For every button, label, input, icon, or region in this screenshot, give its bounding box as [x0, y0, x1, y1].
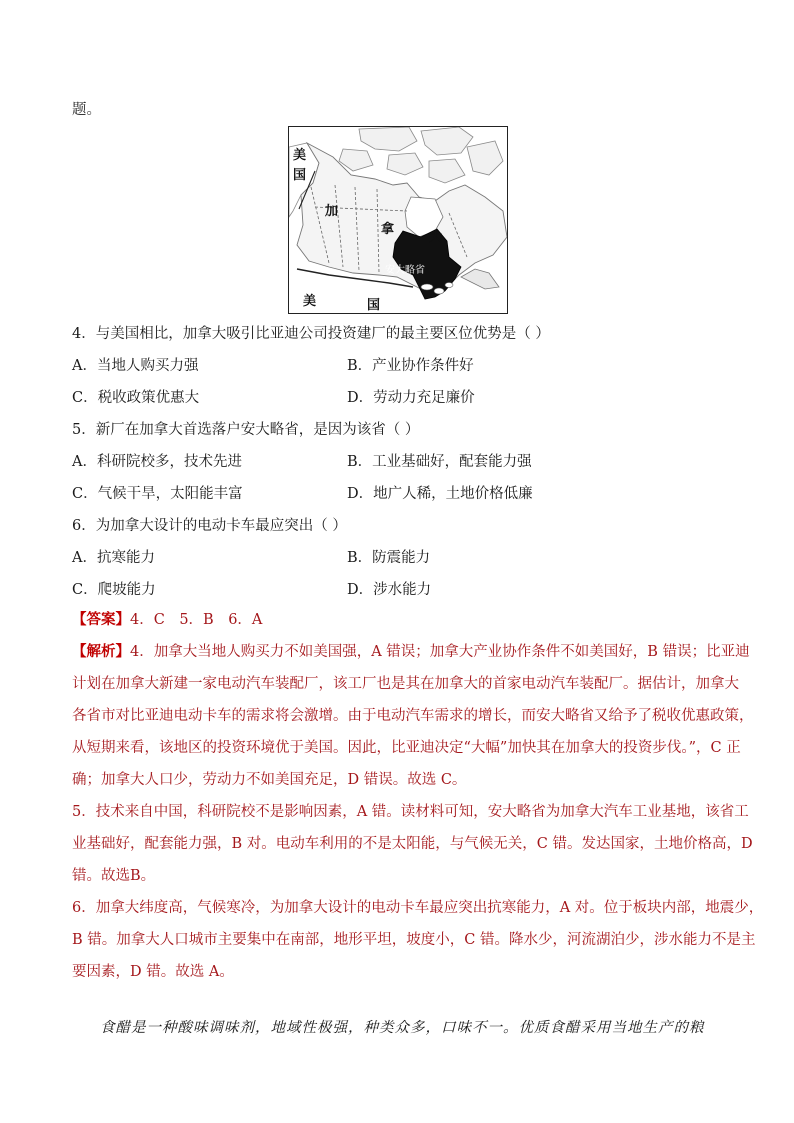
map-label-ontario: 安大略省 [385, 265, 425, 276]
analysis-q5-line-1: 5．技术来自中国，科研院校不是影响因素，A 错。读材料可知，安大略省为加拿大汽车工业基地，该省工 [72, 804, 749, 820]
map-label-usa-bottom-1: 美 [303, 294, 317, 309]
canada-map-svg [289, 127, 507, 313]
q5-stem: 5．新厂在加拿大首选落户安大略省，是因为该省（ ） [72, 422, 420, 438]
analysis-q6-line-3: 要因素，D 错。故选 A。 [72, 964, 234, 980]
answer-tag: 【答案】 [72, 611, 130, 628]
q5-option-d: D．地广人稀，土地价格低廉 [347, 486, 533, 502]
q6-option-a: A．抗寒能力 [72, 550, 155, 566]
q4-option-b: B．产业协作条件好 [347, 358, 474, 374]
analysis-q5-line-3: 错。故选B。 [72, 868, 156, 884]
q4-stem: 4．与美国相比，加拿大吸引比亚迪公司投资建厂的最主要区位优势是（ ） [72, 326, 550, 342]
q4-option-d: D．劳动力充足廉价 [347, 390, 475, 406]
arctic-islands [339, 127, 503, 183]
q6-option-b: B．防震能力 [347, 550, 431, 566]
analysis-q4-line-5: 确；加拿大人口少，劳动力不如美国充足，D 错误。故选 C。 [72, 772, 467, 788]
q6-stem: 6．为加拿大设计的电动卡车最应突出（ ） [72, 518, 347, 534]
q5-option-a: A．科研院校多，技术先进 [72, 454, 242, 470]
next-paragraph: 食醋是一种酸味调味剂，地域性极强，种类众多，口味不一。优质食醋采用当地生产的粮 [100, 1020, 705, 1036]
analysis-q5-line-2: 业基础好，配套能力强，B 对。电动车利用的不是太阳能，与气候无关，C 错。发达国家，土地价格高，D [72, 836, 753, 852]
q4-option-c: C．税收政策优惠大 [72, 390, 200, 406]
analysis-q6-line-2: B 错。加拿大人口城市主要集中在南部，地形平坦，坡度小，C 错。降水少，河流湖泊少，涉水能力不是主 [72, 932, 756, 948]
analysis-q6-line-1: 6．加拿大纬度高，气候寒冷，为加拿大设计的电动卡车最应突出抗寒能力，A 对。位于板块内部，地震少， [72, 900, 764, 916]
map-label-usa-bottom-2: 国 [367, 298, 381, 313]
maritime-region [461, 269, 499, 289]
answer-text: 4．C 5．B 6．A [130, 612, 263, 628]
analysis-q4-line-3: 各省市对比亚迪电动卡车的需求将会激增。由于电动汽车需求的增长，而安大略省又给予了税收优惠政策， [72, 708, 754, 724]
intro-tail: 题。 [72, 102, 101, 118]
canada-map [288, 126, 508, 314]
answer-line [72, 610, 262, 630]
map-label-canada-3: 大 [429, 230, 443, 245]
analysis-q4-text-1: 4．加拿大当地人购买力不如美国强，A 错误；加拿大产业协作条件不如美国好，B 错误；比亚迪 [130, 644, 750, 660]
q5-option-c: C．气候干旱，太阳能丰富 [72, 486, 243, 502]
map-label-canada-2: 拿 [381, 222, 395, 237]
q6-option-d: D．涉水能力 [347, 582, 432, 598]
q4-option-a: A．当地人购买力强 [72, 358, 199, 374]
map-label-usa-top-1: 美 [293, 148, 307, 163]
q5-option-b: B．工业基础好，配套能力强 [347, 454, 532, 470]
analysis-q4-line-2: 计划在加拿大新建一家电动汽车装配厂，该工厂也是其在加拿大的首家电动汽车装配厂。据估计，加拿大 [72, 676, 739, 692]
map-label-usa-top-2: 国 [293, 168, 307, 183]
analysis-q4-line-4: 从短期来看，该地区的投资环境优于美国。因此，比亚迪决定“大幅”加快其在加拿大的投资步伐。”，C 正 [72, 740, 741, 756]
q6-option-c: C．爬坡能力 [72, 582, 156, 598]
analysis-tag: 【解析】 [72, 643, 130, 660]
analysis-q4-line-1 [72, 642, 750, 662]
map-label-canada-1: 加 [325, 204, 339, 219]
